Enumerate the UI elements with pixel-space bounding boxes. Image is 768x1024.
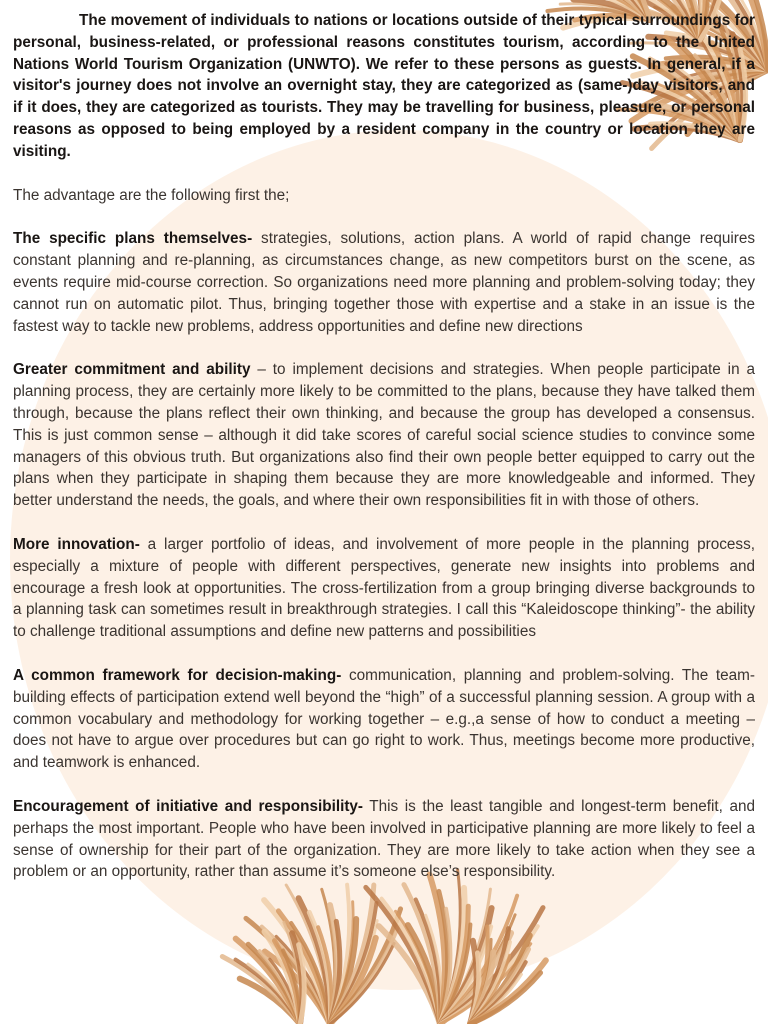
section-term: A common framework for decision-making- (13, 666, 342, 684)
intro-paragraph: The movement of individuals to nations or locations outside of their typical surroundings for personal, business-related, or professional reasons constitutes tourism, according to the United Nations World Tourism Organization (UNWTO). We refer to these persons as guests. In general, if a visitor's journey does not involve an overnight stay, they are categorized as (same-)day visitors, and if it does, they are categorized as tourists. They may be travelling for business, pleasure, or personal reasons as opposed to being employed by a resident company in the country or location they are visiting. (13, 12, 755, 160)
section-encouragement (13, 796, 755, 883)
section-more-innovation (13, 534, 755, 643)
section-text: This is the least tangible and longest-term benefit, and perhaps the most important. People who have been involved in participative planning are more likely to feel a sense of ownership for their part of the organization. They are more likely to take action when they see a problem or an opportunity, rather than assume it’s someone else’s responsibility. (13, 797, 755, 881)
advantages-lead: The advantage are the following first the; (13, 186, 290, 204)
document-page (13, 10, 755, 883)
section-text: a larger portfolio of ideas, and involvement of more people in the planning process, especially a mixture of people with different perspectives, generate new insights into problems and encourage a fresh look at opportunities. The cross-fertilization from a group bringing diverse backgrounds to a planning task can sometimes result in breakthrough strategies. I call this “Kaleidoscope thinking”- the ability to challenge traditional assumptions and define new patterns and possibilities (13, 535, 755, 641)
section-text: – to implement decisions and strategies. When people participate in a planning process, they are certainly more likely to be committed to the plans, because they have talked them through, because the plans reflect their own thinking, and because the group has developed a consensus. This is just common sense – although it did take scores of careful social science studies to convince some managers of this obvious truth. But organizations also find their own people better equipped to carry out the plans when they participate in shaping them because they are more knowledgeable and informed. They better understand the needs, the goals, and where their own responsibilities fit in with those of others. (13, 361, 756, 510)
section-term: The specific plans themselves- (13, 230, 253, 248)
section-term: Encouragement of initiative and responsibility- (13, 797, 364, 815)
section-term: More innovation- (13, 535, 140, 553)
section-specific-plans (13, 228, 755, 337)
section-term: Greater commitment and ability (13, 361, 251, 379)
section-text: communication, planning and problem-solving. The team-building effects of participation extend well beyond the “high” of a successful planning session. A group with a common vocabulary and methodology for working together – e.g.,a sense of how to conduct a meeting – does not have to argue over procedures but can go right to work. Thus, meetings become more productive, and teamwork is enhanced. (13, 666, 755, 772)
section-common-framework (13, 665, 755, 774)
section-text: strategies, solutions, action plans. A world of rapid change requires constant planning and re-planning, as circumstances change, as new competitors burst on the scene, as events require mid-course correction. So organizations need more planning and problem-solving today; they cannot run on automatic pilot. Thus, bringing together those with expertise and a stake in an issue is the fastest way to tackle new problems, address opportunities and define new directions (13, 230, 756, 335)
section-greater-commitment (13, 359, 755, 512)
